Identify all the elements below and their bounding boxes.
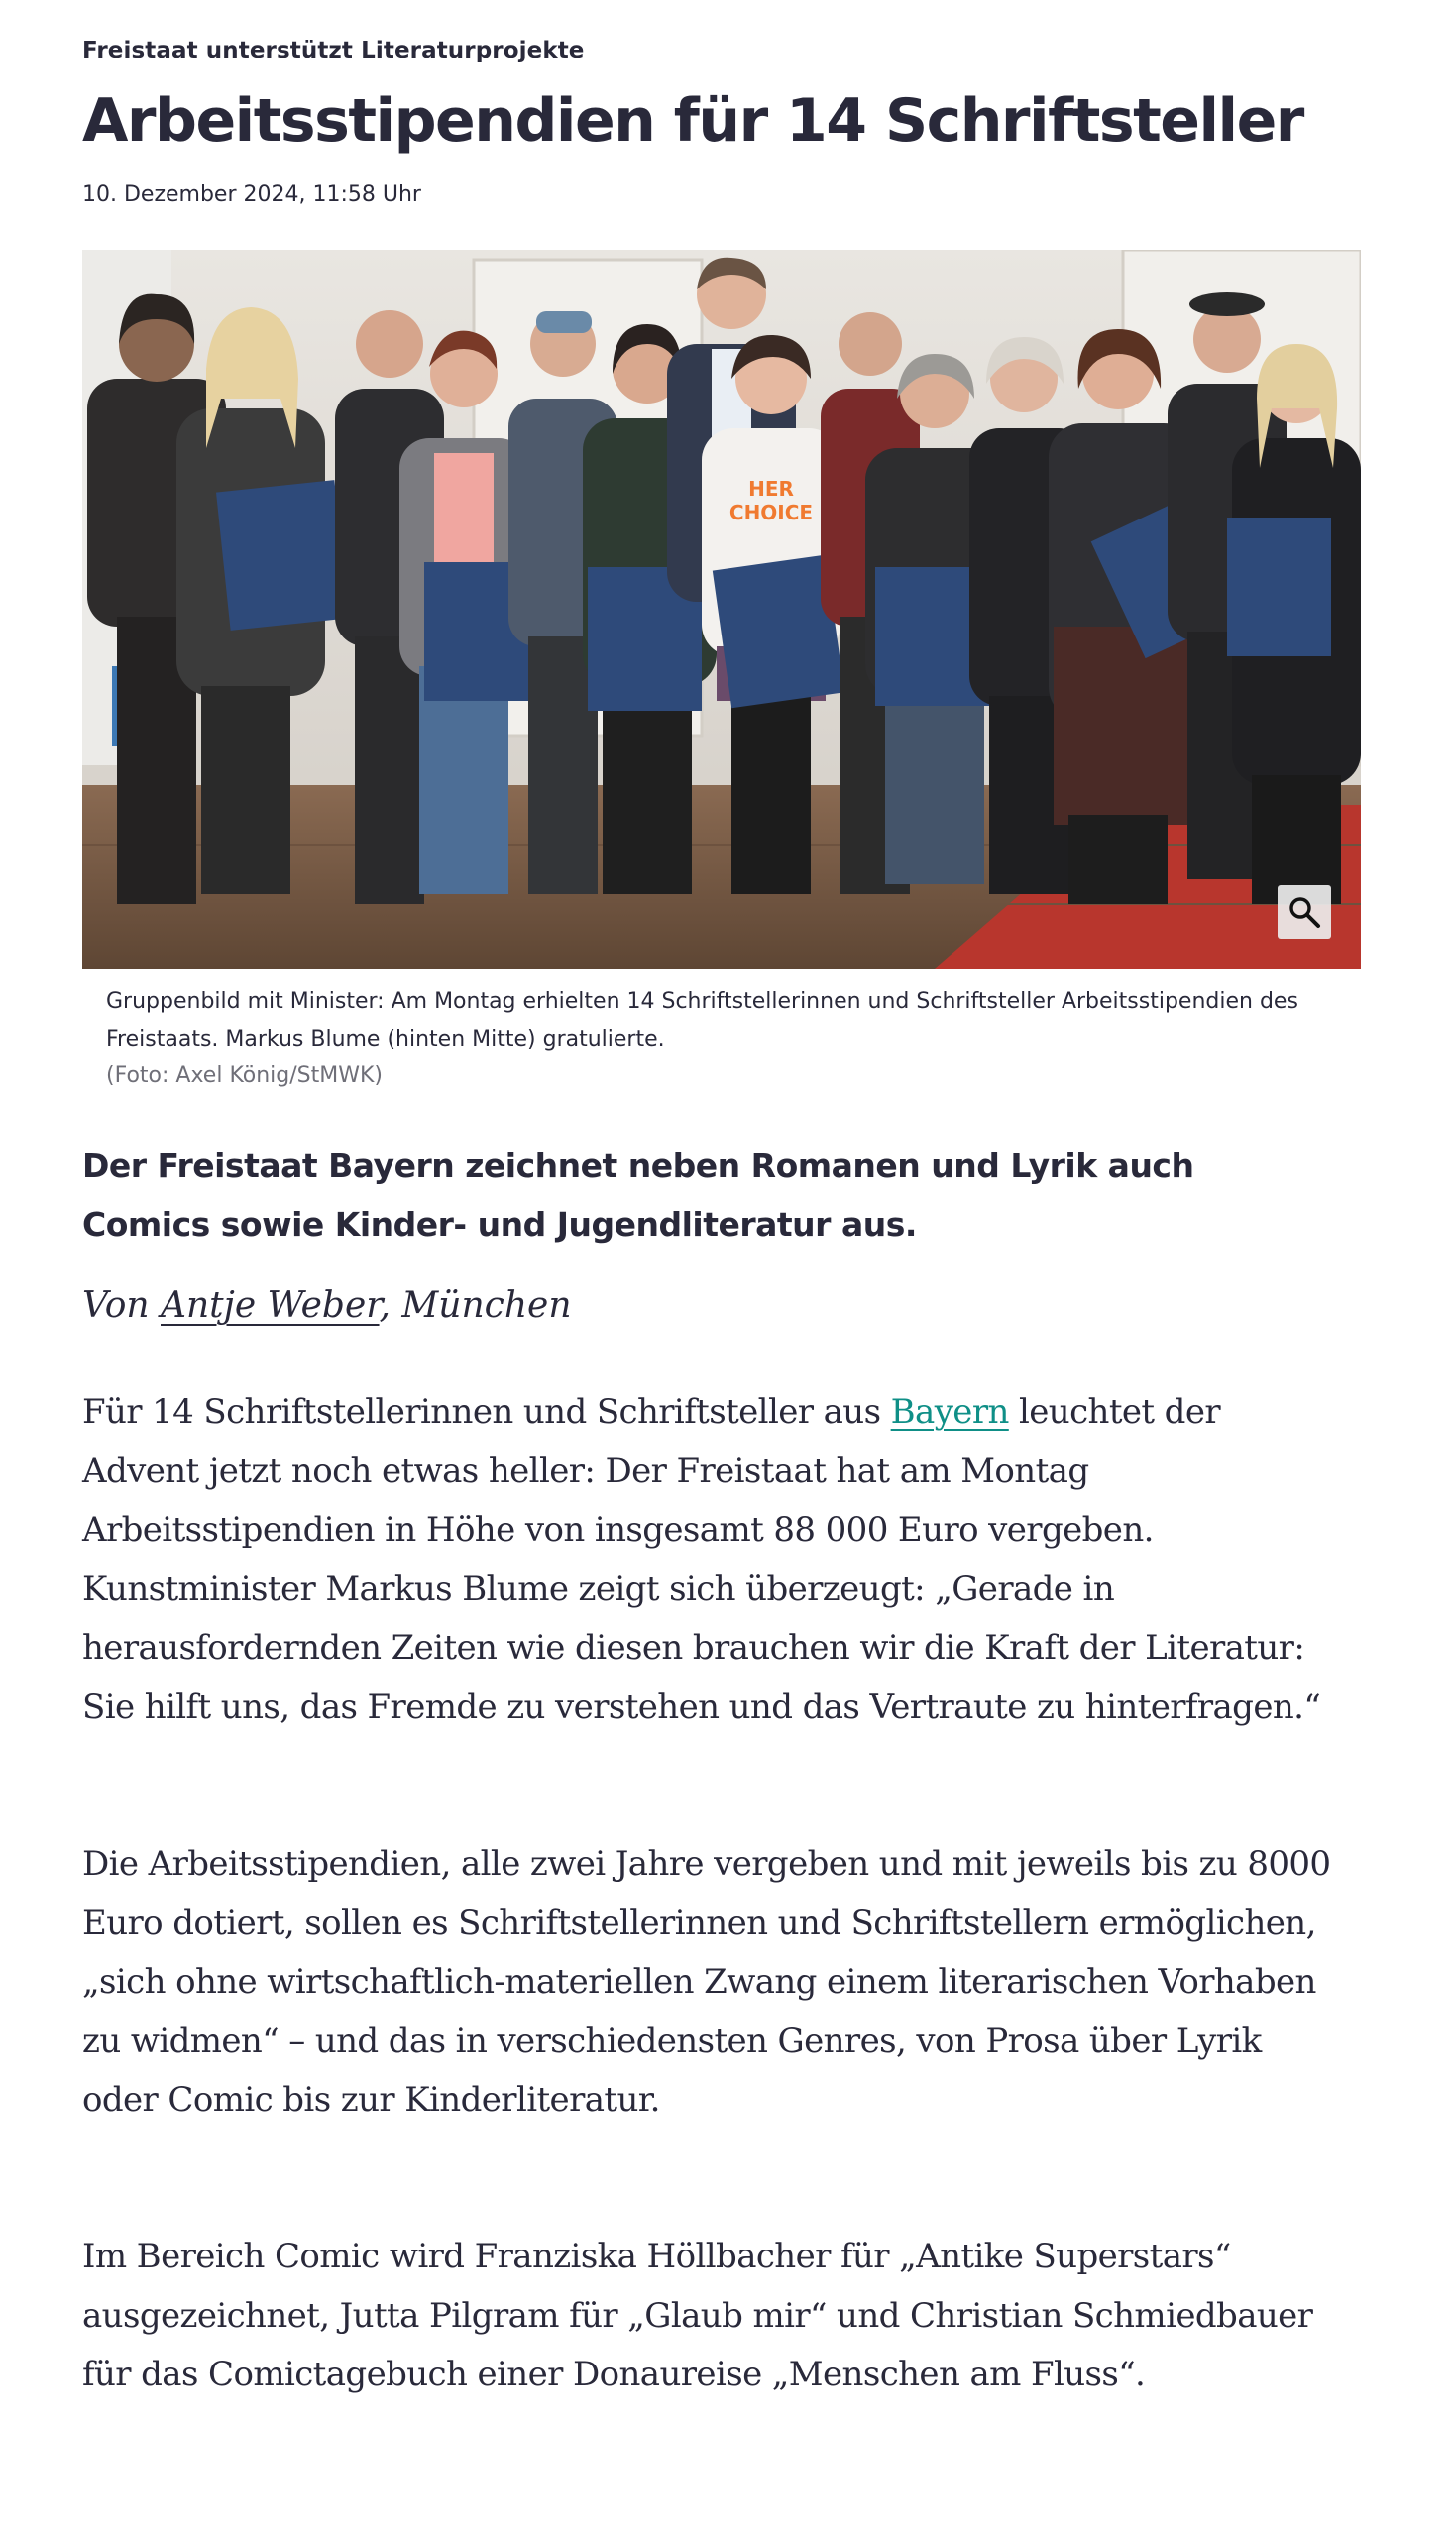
shirt-text-her: HER (748, 477, 794, 501)
body-paragraph: Im Bereich Comic wird Franziska Höllbacher für „Antike Superstars“ ausgezeichnet, Jutta Pilgram für „Glaub mir“ und Christian Schmiedbauer für das Comictagebuch einer Donaureise „Menschen am Fluss“. (82, 2237, 1313, 2394)
article-teaser: Der Freistaat Bayern zeichnet neben Romanen und Lyrik auch Comics sowie Kinder- und Jugendliteratur aus. (82, 1146, 1194, 1244)
paragraph-text: leuchtet der Advent jetzt noch etwas heller: Der Freistaat hat am Montag Arbeitsstipendien in Höhe von insgesamt 88 000 Euro vergeben. Kunstminister Markus Blume zeigt sich überzeugt: „Gerade in herausfordernden Zeiten wie diesen brauchen wir die Kraft der Literatur: Sie hilft uns, das Fremde zu verstehen und das Vertraute zu hinterfragen.“ (82, 1392, 1321, 1727)
paragraph-text: Für 14 Schriftstellerinnen und Schriftsteller aus (82, 1392, 891, 1432)
photo-caption (106, 983, 1345, 1093)
byline (82, 1285, 572, 1326)
article-kicker: Freistaat unterstützt Literaturprojekte (82, 38, 585, 63)
bayern-link[interactable]: Bayern (890, 1392, 1009, 1432)
article-photo (82, 250, 1361, 969)
byline-location: , München (379, 1285, 572, 1326)
body-paragraph (82, 1383, 1331, 1737)
zoom-button[interactable] (1278, 885, 1331, 939)
article-headline: Arbeitsstipendien für 14 Schriftsteller (82, 86, 1303, 156)
byline-prefix: Von (82, 1285, 161, 1326)
author-link[interactable]: Antje Weber (161, 1285, 380, 1326)
shirt-text-choice: CHOICE (728, 501, 814, 524)
photo-caption-text: Gruppenbild mit Minister: Am Montag erhielten 14 Schriftstellerinnen und Schriftsteller Arbeitsstipendien des Freistaats. Markus Blume (hinten Mitte) gratulierte. (106, 989, 1298, 1052)
magnifier-icon (1288, 895, 1321, 929)
article-date: 10. Dezember 2024, 11:58 Uhr (82, 182, 421, 207)
body-paragraph: Die Arbeitsstipendien, alle zwei Jahre vergeben und mit jeweils bis zu 8000 Euro dotiert, sollen es Schriftstellerinnen und Schriftstellern ermöglichen, „sich ohne wirtschaftlich-materiellen Zwang einem literarischen Vorhaben zu widmen“ – und das in verschiedensten Genres, von Prosa über Lyrik oder Comic bis zur Kinderliteratur. (82, 1844, 1331, 2120)
photo-credit: (Foto: Axel König/StMWK) (106, 1063, 383, 1088)
group-photo-illustration (82, 250, 1361, 969)
